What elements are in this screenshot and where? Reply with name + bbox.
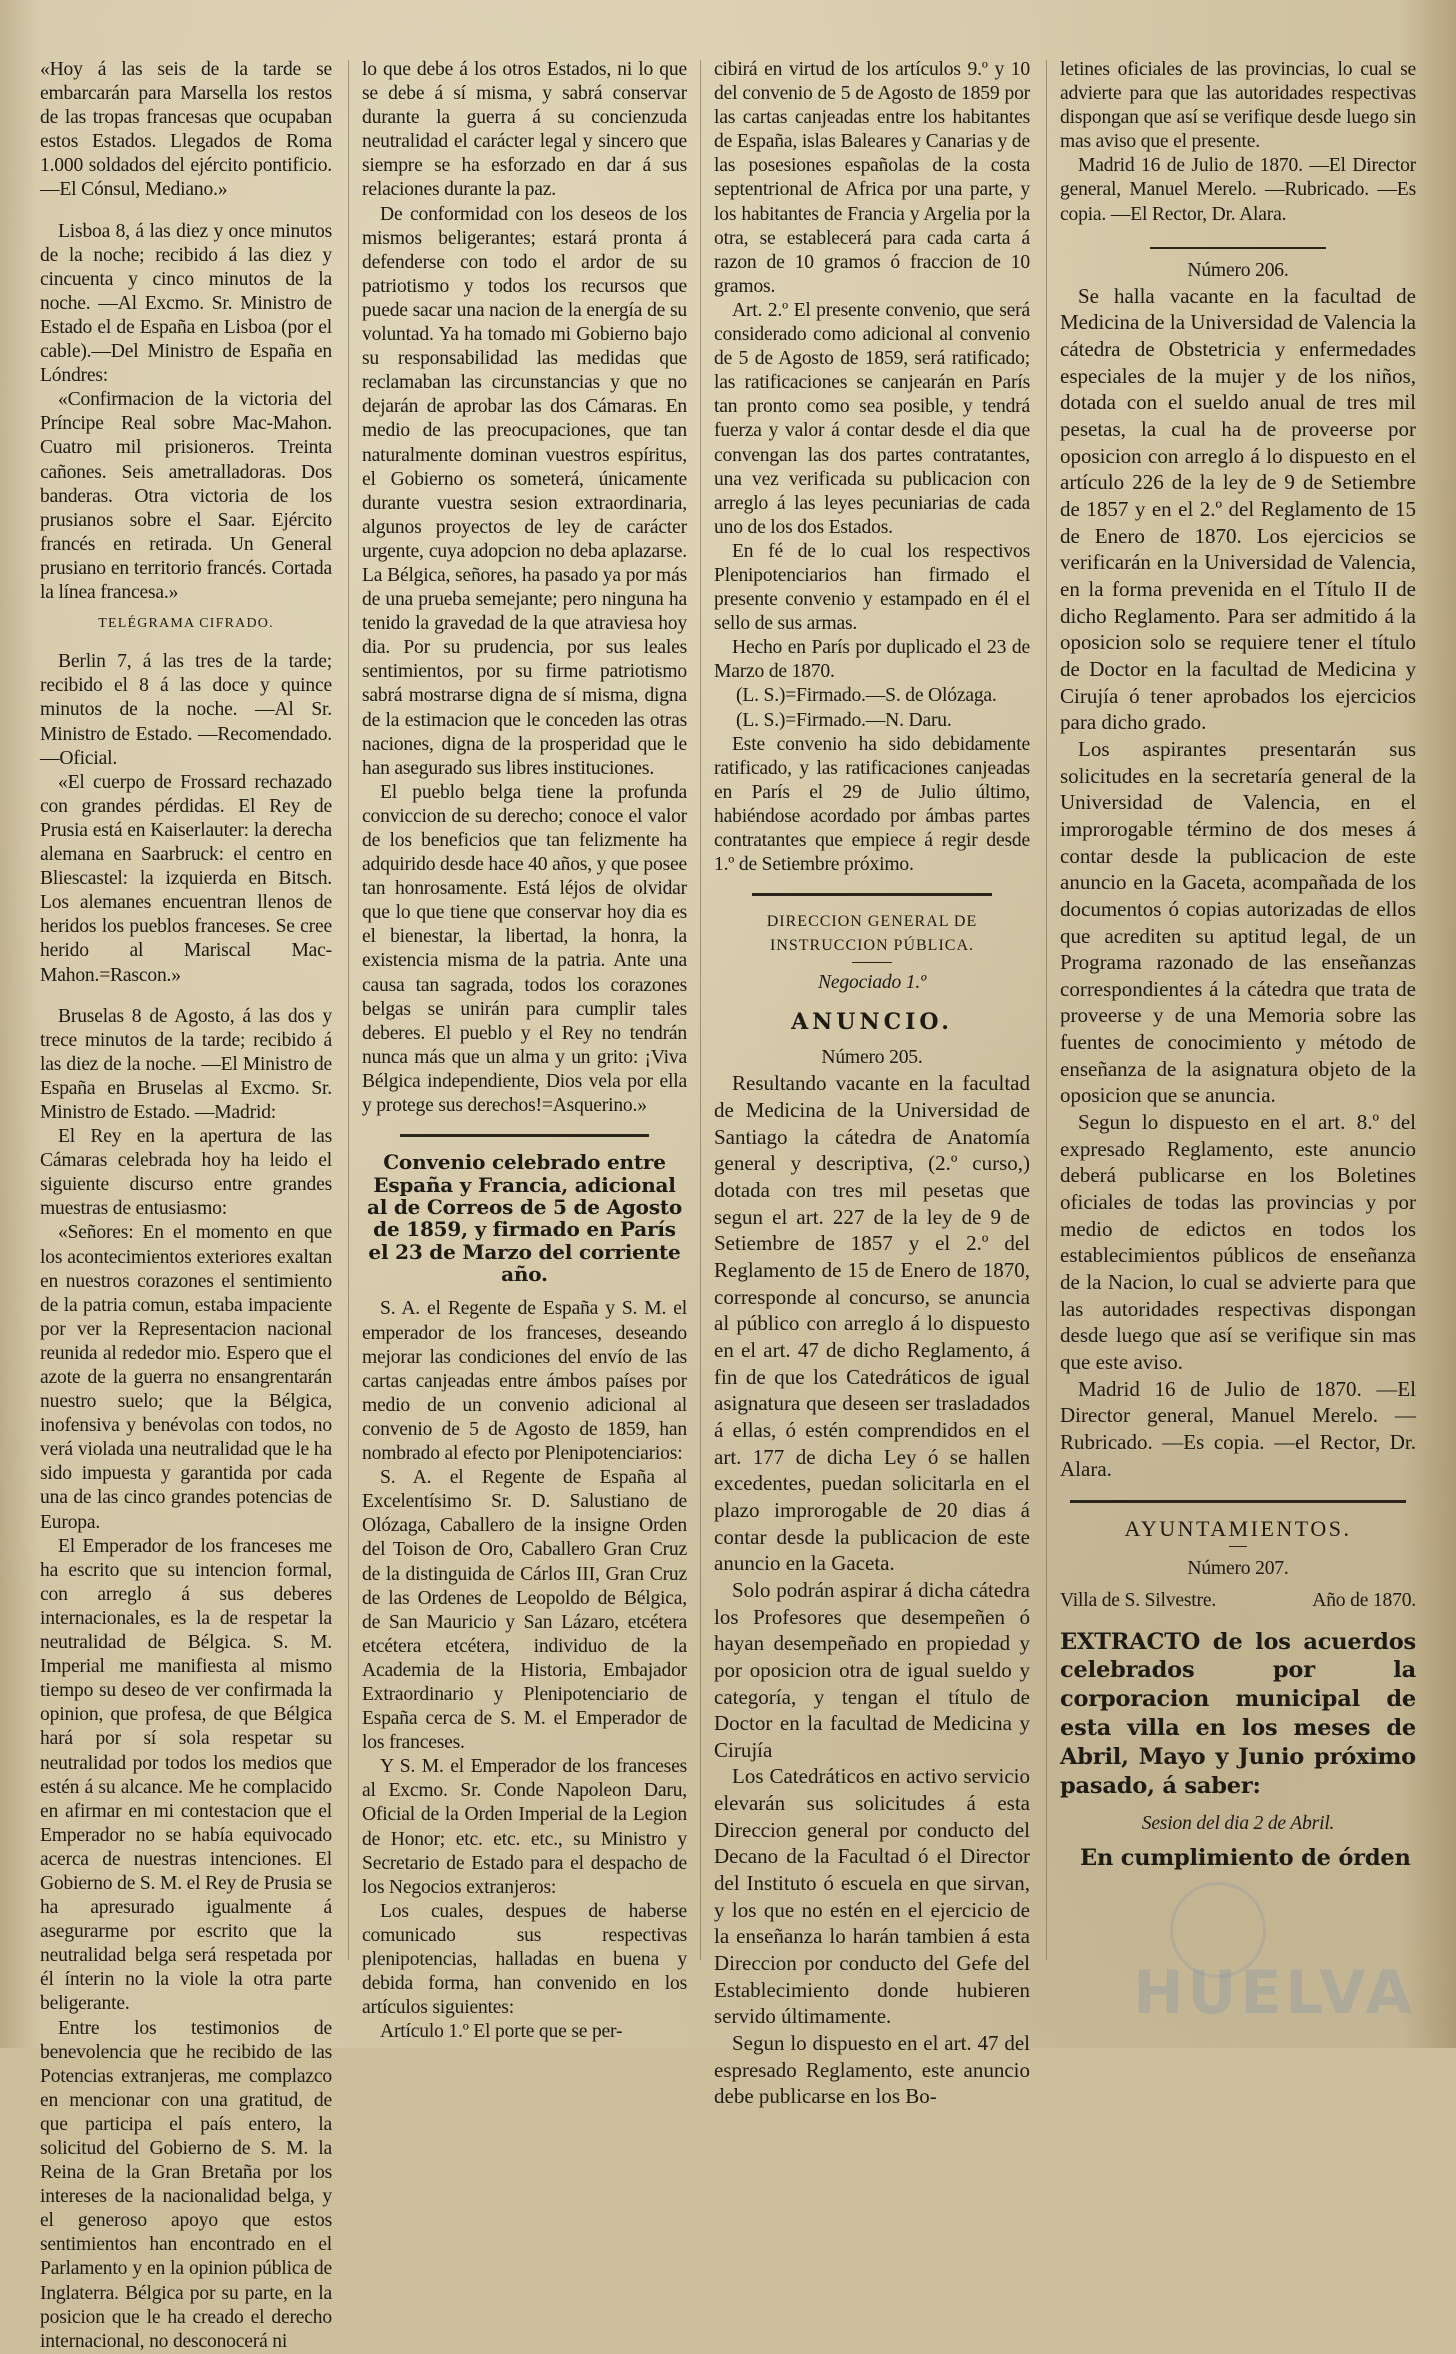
paragraph: Resultando vacante en la facultad de Medicina de la Universidad de Santiago la cátedra de Anatomía general y descriptiva, (2.º curso,) dotada con tres mil pesetas que segun el art. 227 de la ley de 9 de Setiembre de 1857 y el 2.º del Reglamento de 15 de Enero de 1870, corresponde al concurso, se anuncia al público con arreglo á lo dispuesto en el art. 47 de dicho Reglamento, á fin de que los Catedráticos de igual asignatura que deseen ser trasladados á ellas, ó estén comprendidos en el art. 177 de dicha Ley ó se hallen excedentes, puedan solicitarla en el plazo improrogable de 20 dias á contar desde la publicacion de este anuncio en la Gaceta. <box>714 1071 1030 1576</box>
column-2 <box>362 58 687 2044</box>
divider <box>852 962 892 963</box>
section-divider <box>752 893 992 896</box>
paragraph: El pueblo belga tiene la profunda conviccion de su derecho; conoce el valor de los beneficios que tan felizmente ha adquirido desde hace 40 años, y que posee tan honrosamente. Está léjos de olvidar que lo que tiene que conservar hoy dia es el bienestar, la libertad, la honra, la existencia misma de la patria. Ante una causa tan sagrada, todos los corazones belgas se unirán para cumplir tales deberes. El pueblo y el Rey no tendrán nunca más que un alma y un grito: ¡Viva Bélgica independiente, Dios vela por ella y protege sus derechos!=Asquerino.» <box>362 781 687 1117</box>
paragraph: En fé de lo cual los respectivos Plenipotenciarios han firmado el presente convenio y estampado en él el sello de sus armas. <box>714 540 1030 635</box>
column-4 <box>1060 58 1416 1873</box>
town-name: Villa de S. Silvestre. <box>1060 1590 1217 1612</box>
paragraph: Este convenio ha sido debidamente ratificado, y las ratificaciones canjeadas en París el 29 de Julio último, habiéndose acordado por ámbas partes contratantes que empiece á regir desde 1.º de Setiembre próximo. <box>714 733 1030 876</box>
announcement-heading: ANUNCIO. <box>791 1009 953 1036</box>
column-divider <box>348 60 349 1960</box>
column-1 <box>40 58 332 2354</box>
paragraph: Madrid 16 de Julio de 1870. —El Director general, Manuel Merelo. —Rubricado. —Es copia. —El Rector, Dr. Alara. <box>1060 155 1416 225</box>
column-divider <box>1046 60 1047 1960</box>
paragraph: Los aspirantes presentarán sus solicitudes en la secretaría general de la Universidad de Valencia, en el improrogable término de dos meses á contar desde la publicacion de este anuncio en la Gaceta, acompañada de los documentos ó copias autorizadas de ellos que acrediten su aptitud legal, de un Programa razonado de las enseñanzas correspondientes á la cátedra que trata de proveerse y de una Memoria sobre las fuentes de conocimiento y método de enseñanza de la asignatura objeto de la oposicion que se anuncia. <box>1060 736 1416 1108</box>
paragraph: S. A. el Regente de España al Excelentísimo Sr. D. Salustiano de Olózaga, Caballero de la insigne Orden del Toison de Oro, Caballero Gran Cruz de la distinguida de Cárlos III, Gran Cruz de las Ordenes de Leopoldo de Bélgica, de San Mauricio y San Lázaro, etcétera etcétera etcétera, individuo de la Academia de la Historia, Embajador Extraordinario y Plenipotenciario de España cerca de S. M. el Emperador de los franceses. <box>362 1467 687 1754</box>
section-divider <box>1150 247 1326 249</box>
notice-number: Número 206. <box>1187 259 1289 281</box>
year: Año de 1870. <box>1312 1590 1416 1612</box>
paragraph: En cumplimiento de órden <box>1080 1845 1411 1872</box>
paragraph: Art. 2.º El presente convenio, que será considerado como adicional al convenio de 5 de Agosto de 1859, será ratificado; las ratificaciones se canjearán en París tan pronto como sea posible, y tendrá fuerza y valor á contar desde el dia que convengan las dos partes contratantes, una vez verificada su publicacion con arreglo á las leyes pecuniarias de cada uno de los dos Estados. <box>714 299 1030 538</box>
paragraph: Y S. M. el Emperador de los franceses al Excmo. Sr. Conde Napoleon Daru, Oficial de la Orden Imperial de la Legion de Honor; etc. etc. etc., su Ministro y Secretario de Estado para el despacho de los Negocios extranjeros: <box>362 1756 687 1898</box>
session-date: Sesion del dia 2 de Abril. <box>1141 1813 1335 1835</box>
paragraph: Madrid 16 de Julio de 1870. —El Director general, Manuel Merelo. —Rubricado. —Es copia. —el Rector, Dr. Alara. <box>1060 1376 1416 1481</box>
notice-number: Número 207. <box>1187 1558 1289 1580</box>
section-heading: DIRECCION GENERAL DE INSTRUCCION PÚBLICA. <box>766 913 978 955</box>
negociado: Negociado 1.º <box>818 972 926 994</box>
paragraph: El Emperador de los franceses me ha escrito que su intencion formal, con arreglo á sus deberes internacionales, es la de respetar la neutralidad de Bélgica. S. M. Imperial me manifiesta al mismo tiempo su deseo de ver confirmada la opinion, que profesa, de que Bélgica hará por sí sola respetar su neutralidad por todos los medios que estén á su alcance. Me he complacido en afirmar en mi contestacion que el Emperador no se había equivocado acerca de nuestras intenciones. El Gobierno de S. M. el Rey de Prusia se ha apresurado igualmente á asegurarme por escrito que la neutralidad belga será respetada por él ínterin no la viole la otra parte beligerante. <box>40 1535 332 2015</box>
paragraph: «Señores: En el momento en que los acontecimientos exteriores exaltan en nuestros corazones el sentimiento de la patria comun, estaba impaciente por ver la Representacion nacional reunida al rededor mio. Espero que el azote de la guerra no ensangrentarán nuestro suelo; que la Bélgica, inofensiva y benévolas con todos, no verá violada una neutralidad que le ha sido impuesta y garantida por cada una de las cinco grandes potencias de Europa. <box>40 1222 332 1533</box>
paragraph: Se halla vacante en la facultad de Medicina de la Universidad de Valencia la cátedra de Obstetricia y enfermedades especiales de la mujer y de los niños, dotada con el sueldo anual de tres mil pesetas, la cual ha de proveerse por oposicion con arreglo á lo dispuesto en el artículo 226 de la ley de 9 de Setiembre de 1857 y en el 2.º del Reglamento de 15 de Enero de 1870. Los ejercicios se verificarán en la Universidad de Valencia, en la forma prevenida en el Título II de dicho Reglamento. Para ser admitido á la oposicion solo se requiere tener el título de Doctor en la facultad de Medicina y Cirujía ó tener aprobados los ejercicios para dicho grado. <box>1060 283 1416 735</box>
section-divider <box>1070 1500 1406 1503</box>
paragraph: Segun lo dispuesto en el art. 8.º del expresado Reglamento, este anuncio deberá publicarse en los Boletines oficiales de todas las provincias y por medio de edictos en todos los establecimientos públicos de enseñanza de la Nacion, lo cual se advierte para que las autoridades respectivas dispongan desde luego que así se verifique sin mas que este aviso. <box>1060 1110 1416 1374</box>
dateline <box>1060 1589 1416 1613</box>
paragraph: Bruselas 8 de Agosto, á las dos y trece minutos de la tarde; recibido á las diez de la noche. —El Ministro de España en Bruselas al Excmo. Sr. Ministro de Estado. —Madrid: <box>40 1005 332 1123</box>
paragraph: «El cuerpo de Frossard rechazado con grandes pérdidas. El Rey de Prusia está en Kaiserlauter: la derecha alemana en Saarbruck: el centro en Bliescastel: la izquierda en Bitsch. Los alemanes encuentran llenos de heridos los pueblos franceses. Se cree herido al Mariscal Mac-Mahon.=Rascon.» <box>40 771 332 986</box>
paragraph: Hecho en París por duplicado el 23 de Marzo de 1870. <box>714 637 1030 683</box>
column-3 <box>714 58 1030 2110</box>
paragraph: Los Catedráticos en activo servicio elevarán sus solicitudes á esta Direccion general por conducto del Decano de la Facultad ó el Director del Instituto ó escuela en que sirvan, y los que no estén en el ejercicio de la enseñanza lo harán tambien á esta Direccion por conducto del Gefe del Establecimiento donde hubieren servido últimamente. <box>714 1764 1030 2029</box>
paragraph: Artículo 1.º El porte que se per- <box>380 2021 623 2043</box>
paragraph: Lisboa 8, á las diez y once minutos de la noche; recibido á las diez y cincuenta y cinco minutos de la noche. —Al Excmo. Sr. Ministro de Estado el de España en Lisboa (por el cable).—Del Ministro de España en Lóndres: <box>40 220 332 387</box>
section-divider <box>400 1134 649 1137</box>
paragraph: Segun lo dispuesto en el art. 47 del espresado Reglamento, este anuncio debe publicarse en los Bo- <box>714 2031 1030 2109</box>
divider <box>1229 1546 1247 1547</box>
paragraph: cibirá en virtud de los artículos 9.º y 10 del convenio de 5 de Agosto de 1859 por las cartas canjeadas entre los habitantes de España, islas Baleares y Canarias y de las posesiones españolas de la costa septentrional de Africa por una parte, y los habitantes de Francia y Argelia por la otra, se establecerá para cada carta á razon de 10 gramos ó fraccion de 10 gramos. <box>714 59 1030 297</box>
paragraph: Solo podrán aspirar á dicha cátedra los Profesores que desempeñen ó hayan desempeñado en propiedad y por oposicion otra de igual sueldo y categoría, y tengan el título de Doctor en la facultad de Medicina y Cirujía <box>714 1577 1030 1762</box>
paragraph: El Rey en la apertura de las Cámaras celebrada hoy ha leido el siguiente discurso entre grandes muestras de entusiasmo: <box>40 1126 332 1220</box>
paragraph: letines oficiales de las provincias, lo cual se advierte para que las autoridades respectivas dispongan que así se verifique desde luego sin mas aviso que el presente. <box>1060 59 1416 153</box>
archive-watermark: HUELVA <box>1133 1958 1416 2028</box>
signature-line: (L. S.)=Firmado.—S. de Olózaga. <box>736 685 997 707</box>
paragraph: «Confirmacion de la victoria del Príncipe Real sobre Mac-Mahon. Cuatro mil prisioneros. Treinta cañones. Seis ametralladoras. Dos banderas. Otra victoria de los prusianos sobre el Saar. Ejército francés en retirada. Un General prusiano en territorio francés. Cortada la línea francesa.» <box>40 389 332 603</box>
section-heading: TELÉGRAMA CIFRADO. <box>98 616 274 632</box>
article-title: Convenio celebrado entre España y Francia, adicional al de Correos de 5 de Agosto de 1859, y firmado en París el 23 de Marzo del corriente año. <box>366 1150 683 1287</box>
notice-number: Número 205. <box>821 1047 923 1069</box>
column-divider <box>700 60 701 1960</box>
paragraph: «Hoy á las seis de la tarde se embarcarán para Marsella los restos de las tropas francesas que ocupaban estos Estados. Llegados de Roma 1.000 soldados del ejército pontificio. —El Cónsul, Mediano.» <box>40 59 332 201</box>
section-heading: AYUNTAMIENTOS. <box>1124 1516 1352 1542</box>
paragraph: De conformidad con los deseos de los mismos beligerantes; estará pronta á defenderse con todo el ardor de su patriotismo y todos los recursos que puede sacar una nacion de la energía de su voluntad. Ya ha tomado mi Gobierno bajo su responsabilidad las medidas que reclamaban las circunstancias y que no dejarán de aprobar las dos Cámaras. En medio de las preocupaciones, que tan naturalmente dominan vuestros espíritus, el Gobierno os someterá, únicamente durante vuestra sesion extraordinaria, algunos proyectos de ley de carácter urgente, cuya adopcion no deba aplazarse. La Bélgica, señores, ha pasado ya por más de una prueba semejante; pero ninguna ha tenido la gravedad de la que atraviesa hoy dia. Por su prudencia, por sus leales sentimientos, por su firme patriotismo sabrá mostrarse digna de sí misma, digna de la estimacion que le conceden las otras naciones, digna de la prosperidad que le han asegurado sus libres instituciones. <box>362 203 687 779</box>
paragraph: S. A. el Regente de España y S. M. el emperador de los franceses, deseando mejorar las condiciones del envío de las cartas canjeadas entre ámbos países por medio de un convenio adicional al convenio de 5 de Agosto de 1859, han nombrado al efecto por Plenipotenciarios: <box>362 1298 687 1465</box>
paragraph: Berlin 7, á las tres de la tarde; recibido el 8 á las doce y quince minutos de la noche. —Al Sr. Ministro de Estado. —Recomendado. —Oficial. <box>40 651 332 769</box>
paragraph: Entre los testimonios de benevolencia que he recibido de las Potencias extranjeras, me complazco en mencionar con una gratitud, de que participa el país entero, la solicitud del Gobierno de S. M. la Reina de la Gran Bretaña por los intereses de la nacionalidad belga, y el generoso apoyo que estos sentimientos han encontrado en el Parlamento y en la opinion pública de Inglaterra. Bélgica por su parte, en la posicion que le ha creado el derecho internacional, no desconocerá ni <box>40 2017 332 2352</box>
paragraph: Los cuales, despues de haberse comunicado sus respectivas plenipotencias, halladas en buena y debida forma, han convenido en los artículos siguientes: <box>362 1900 687 2019</box>
signature-line: (L. S.)=Firmado.—N. Daru. <box>736 709 952 731</box>
extract-heading: EXTRACTO de los acuerdos celebrados por la corporacion municipal de esta villa en los meses de Abril, Mayo y Junio próximo pasado, á saber: <box>1060 1628 1416 1799</box>
paragraph: lo que debe á los otros Estados, ni lo que se debe á sí misma, y sabrá conservar durante la guerra á su concienzuda neutralidad el carácter legal y sincero que siempre se ha esforzado en dar á sus relaciones durante la paz. <box>362 59 687 201</box>
